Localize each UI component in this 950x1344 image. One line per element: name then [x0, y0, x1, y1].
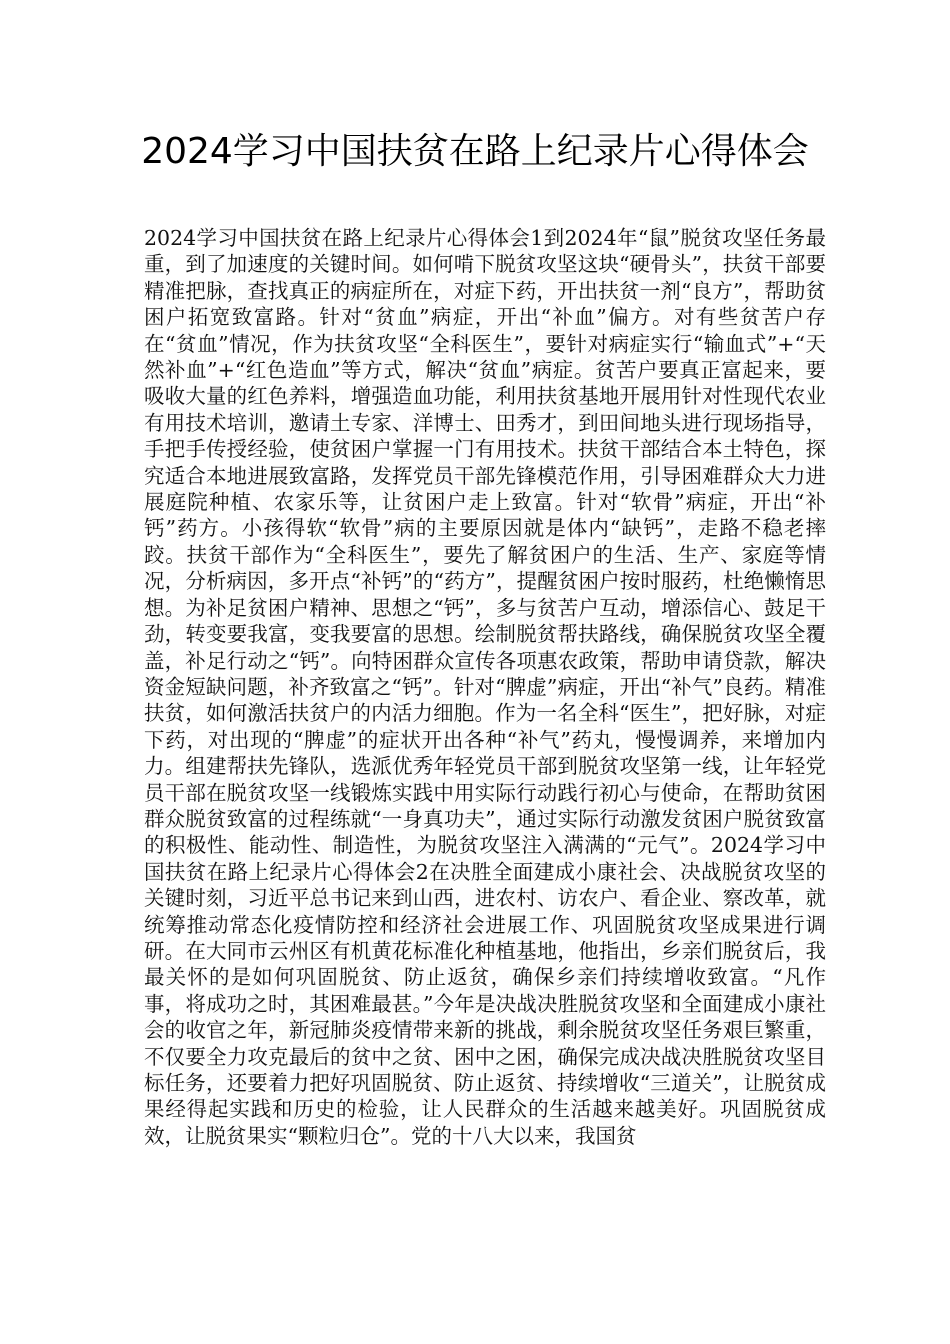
document-body-text: 2024学习中国扶贫在路上纪录片心得体会1到2024年“鼠”脱贫攻坚任务最重，到了加速度的关键时间。如何啃下脱贫攻坚这块“硬骨头”，扶贫干部要精准把脉，查找真正的病症所在，对症下药，开出扶贫一剂“良方”，帮助贫困户拓宽致富路。针对“贫血”病症，开出“补血”偏方。对有些贫苦户存在“贫血”情况，作为扶贫攻坚“全科医生”，要针对病症实行“输血式”+“天然补血”+“红色造血”等方式，解决“贫血”病症。贫苦户要真正富起来，要吸收大量的红色养料，增强造血功能，利用扶贫基地开展用针对性现代农业有用技术培训，邀请土专家、洋博士、田秀才，到田间地头进行现场指导，手把手传授经验，使贫困户掌握一门有用技术。扶贫干部结合本土特色，探究适合本地进展致富路，发挥党员干部先锋模范作用，引导困难群众大力进展庭院种植、农家乐等，让贫困户走上致富。针对“软骨”病症，开出“补钙”药方。小孩得软“软骨”病的主要原因就是体内“缺钙”，走路不稳老摔跤。扶贫干部作为“全科医生”，要先了解贫困户的生活、生产、家庭等情况，分析病因，多开点“补钙”的“药方”，提醒贫困户按时服药，杜绝懒惰思想。为补足贫困户精神、思想之“钙”，多与贫苦户互动，增添信心、鼓足干劲，转变要我富，变我要富的思想。绘制脱贫帮扶路线，确保脱贫攻坚全覆盖，补足行动之“钙”。向特困群众宣传各项惠农政策，帮助申请贷款，解决资金短缺问题，补齐致富之“钙”。针对“脾虚”病症，开出“补气”良药。精准扶贫，如何激活扶贫户的内活力细胞。作为一名全科“医生”，把好脉，对症下药，对出现的“脾虚”的症状开出各种“补气”药丸，慢慢调养，来增加内力。组建帮扶先锋队，选派优秀年轻党员干部到脱贫攻坚第一线，让年轻党员干部在脱贫攻坚一线锻炼实践中用实际行动践行初心与使命，在帮助贫困群众脱贫致富的过程练就“一身真功夫”，通过实际行动激发贫困户脱贫致富的积极性、能动性、制造性，为脱贫攻坚注入满满的“元气”。2024学习中国扶贫在路上纪录片心得体会2在决胜全面建成小康社会、决战脱贫攻坚的关键时刻，习近平总书记来到山西，进农村、访农户、看企业、察改革，就统筹推动常态化疫情防控和经济社会进展工作、巩固脱贫攻坚成果进行调研。在大同市云州区有机黄花标准化种植基地，他指出，乡亲们脱贫后，我最关怀的是如何巩固脱贫、防止返贫，确保乡亲们持续增收致富。“凡作事，将成功之时，其困难最甚。”今年是决战决胜脱贫攻坚和全面建成小康社会的收官之年，新冠肺炎疫情带来新的挑战，剩余脱贫攻坚任务艰巨繁重，不仅要全力攻克最后的贫中之贫、困中之困，确保完成决战决胜脱贫攻坚目标任务，还要着力把好巩固脱贫、防止返贫、持续增收“三道关”，让脱贫成果经得起实践和历史的检验，让人民群众的生活越来越美好。巩固脱贫成效，让脱贫果实“颗粒归仓”。党的十八大以来，我国贫 [144, 226, 826, 1148]
document-title: 2024学习中国扶贫在路上纪录片心得体会 [141, 131, 809, 172]
